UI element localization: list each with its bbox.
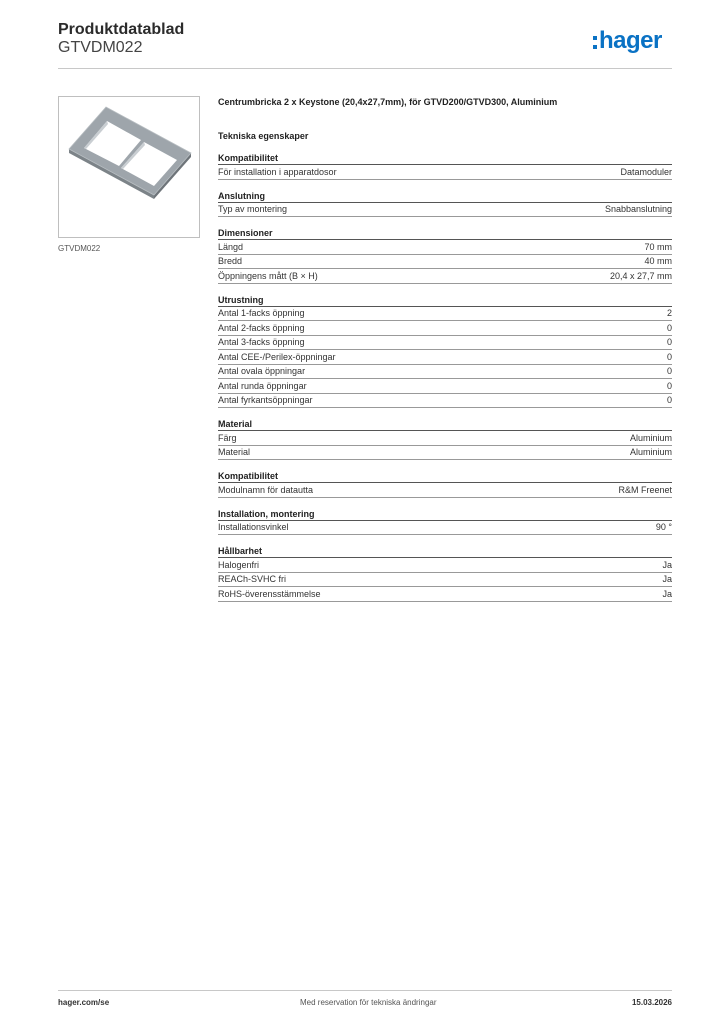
spec-row <box>218 365 672 380</box>
spec-row <box>218 558 672 573</box>
spec-section <box>218 227 672 284</box>
spec-label: Material <box>218 447 251 458</box>
spec-section <box>218 294 672 409</box>
spec-row <box>218 587 672 602</box>
spec-value: 0 <box>666 351 672 362</box>
spec-row <box>218 446 672 461</box>
spec-section <box>218 190 672 218</box>
spec-row <box>218 573 672 588</box>
spec-label: REACh-SVHC fri <box>218 574 287 585</box>
section-title: Dimensioner <box>218 227 672 240</box>
logo-text: hager <box>599 27 662 54</box>
footer-disclaimer: Med reservation för tekniska ändringar <box>300 998 437 1007</box>
spec-section <box>218 470 672 498</box>
spec-value: 70 mm <box>644 241 672 252</box>
spec-value: 2 <box>666 308 672 319</box>
spec-label: Bredd <box>218 256 243 267</box>
section-title: Kompatibilitet <box>218 152 672 165</box>
spec-value: 0 <box>666 380 672 391</box>
technical-properties-heading: Tekniska egenskaper <box>218 131 309 141</box>
spec-label: Öppningens mått (B × H) <box>218 270 318 281</box>
header-divider <box>58 68 672 69</box>
section-title: Utrustning <box>218 294 672 307</box>
spec-label: För installation i apparatdosor <box>218 166 337 177</box>
section-title: Kompatibilitet <box>218 470 672 483</box>
section-title: Material <box>218 418 672 431</box>
spec-sections <box>218 152 672 602</box>
document-title: Produktdatablad <box>58 21 185 38</box>
specification-column <box>218 96 672 602</box>
spec-value: Aluminium <box>629 432 672 443</box>
spec-value: 0 <box>666 322 672 333</box>
spec-label: Typ av montering <box>218 204 288 215</box>
footer-date: 15.03.2026 <box>631 998 672 1007</box>
spec-row <box>218 269 672 284</box>
spec-row <box>218 350 672 365</box>
spec-row <box>218 483 672 498</box>
product-code: GTVDM022 <box>58 39 143 56</box>
keystone-plate-illustration <box>59 97 199 237</box>
spec-value: 0 <box>666 337 672 348</box>
section-title: Anslutning <box>218 190 672 203</box>
spec-label: Antal CEE-/Perilex-öppningar <box>218 351 336 362</box>
footer-divider <box>58 990 672 991</box>
spec-value: 0 <box>666 395 672 406</box>
spec-value: 90 ° <box>655 522 672 533</box>
section-title: Hållbarhet <box>218 545 672 558</box>
section-title: Installation, montering <box>218 508 672 521</box>
spec-value: Datamoduler <box>620 166 672 177</box>
spec-label: Antal 3-facks öppning <box>218 337 305 348</box>
spec-value: R&M Freenet <box>618 484 672 495</box>
spec-label: Antal fyrkantsöppningar <box>218 395 313 406</box>
spec-label: Längd <box>218 241 244 252</box>
spec-section <box>218 545 672 602</box>
spec-label: Installationsvinkel <box>218 522 289 533</box>
footer-website: hager.com/se <box>58 998 110 1007</box>
spec-value: Ja <box>662 588 672 599</box>
logo-dots-icon <box>593 36 597 49</box>
spec-label: RoHS-överensstämmelse <box>218 588 321 599</box>
product-description: Centrumbricka 2 x Keystone (20,4x27,7mm), för GTVD200/GTVD300, Aluminium <box>218 97 558 107</box>
spec-label: Antal 2-facks öppning <box>218 322 305 333</box>
spec-label: Antal runda öppningar <box>218 380 307 391</box>
spec-label: Antal ovala öppningar <box>218 366 306 377</box>
spec-value: Ja <box>662 574 672 585</box>
spec-row <box>218 431 672 446</box>
spec-value: Aluminium <box>629 447 672 458</box>
spec-label: Halogenfri <box>218 559 260 570</box>
spec-row <box>218 394 672 409</box>
spec-label: Antal 1-facks öppning <box>218 308 305 319</box>
spec-row <box>218 379 672 394</box>
image-caption: GTVDM022 <box>58 244 101 253</box>
spec-section <box>218 508 672 536</box>
spec-row <box>218 255 672 270</box>
spec-section <box>218 152 672 180</box>
spec-row <box>218 336 672 351</box>
spec-row <box>218 307 672 322</box>
spec-row <box>218 240 672 255</box>
spec-value: 40 mm <box>644 256 672 267</box>
spec-row <box>218 321 672 336</box>
hager-logo <box>593 26 662 56</box>
spec-value: 20,4 x 27,7 mm <box>609 270 672 281</box>
spec-row <box>218 521 672 536</box>
spec-value: Snabbanslutning <box>604 204 672 215</box>
spec-value: 0 <box>666 366 672 377</box>
spec-label: Modulnamn för datautta <box>218 484 314 495</box>
spec-label: Färg <box>218 432 237 443</box>
spec-row <box>218 203 672 218</box>
spec-section <box>218 418 672 460</box>
product-image <box>58 96 200 238</box>
spec-value: Ja <box>662 559 672 570</box>
spec-row <box>218 165 672 180</box>
